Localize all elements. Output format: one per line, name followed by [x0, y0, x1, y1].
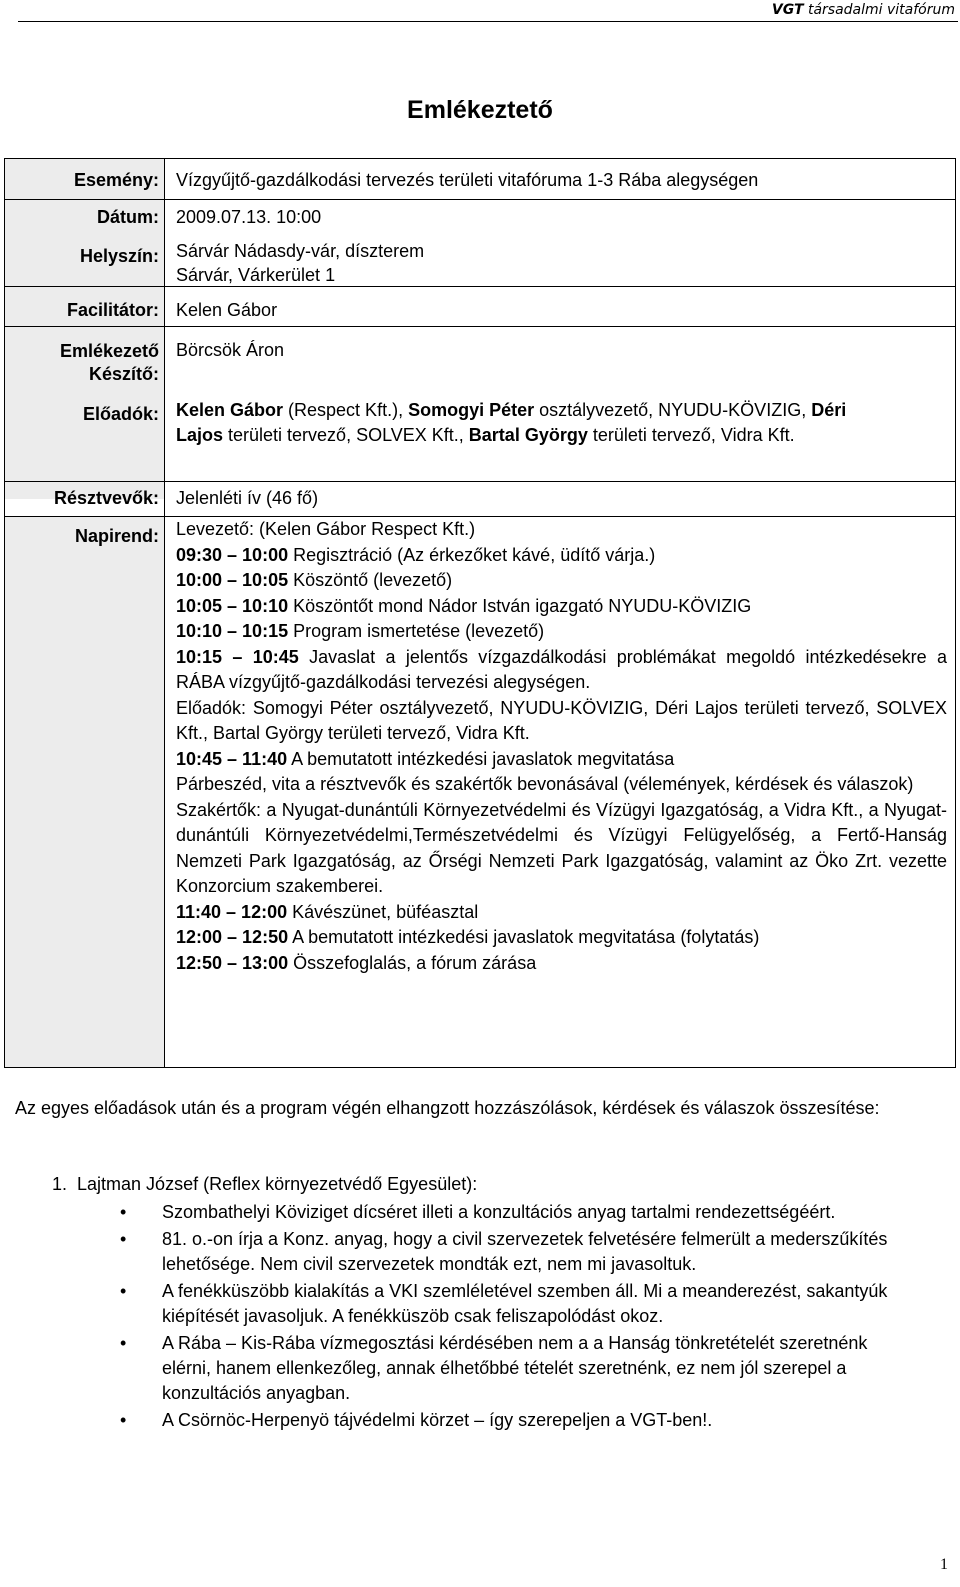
facilitator-value: Kelen Gábor: [176, 300, 278, 320]
agenda-text: Előadók: Somogyi Péter osztályvezető, NYUDU-KÖVIZIG, Déri Lajos területi tervező, SOLVEX Kft., Bartal György területi tervező, Vidra Kft.: [176, 697, 947, 743]
row-divider: [5, 199, 955, 200]
row-divider: [5, 481, 955, 482]
agenda-time: 10:15 – 10:45: [176, 646, 299, 667]
agenda-item: [176, 594, 947, 620]
agenda-time: 12:50 – 13:00: [176, 952, 289, 973]
place-line-2: Sárvár, Várkerület 1: [176, 265, 336, 285]
bullet-text: 81. o.-on írja a Konz. anyag, hogy a civil szervezetek felvetésére felmerült a mederszűkítés lehetősége. Nem civil szervezetek mondták ezt, nem mi javasoltuk.: [162, 1229, 888, 1274]
summary-intro: Az egyes előadások után és a program végén elhangzott hozzászólások, kérdések és válaszok összesítése:: [15, 1098, 880, 1118]
comment-bullet-list: [120, 1200, 900, 1435]
speaker-name: Bartal György: [468, 425, 588, 445]
event-value: Vízgyűjtő-gazdálkodási tervezés területi vitafóruma 1-3 Rába alegységen: [176, 170, 759, 190]
event-label: Esemény:: [73, 170, 159, 190]
agenda-item: [176, 772, 947, 798]
running-header: [18, 0, 958, 22]
agenda-text: Javaslat a jelentős vízgazdálkodási problémákat megoldó intézkedésekre a RÁBA vízgyűjtő-gazdálkodási tervezési alegységen.: [176, 646, 947, 692]
agenda-item: [176, 951, 947, 977]
place-line-1: Sárvár Nádasdy-vár, díszterem: [176, 241, 425, 261]
bullet-text: A fenékküszöbb kialakítás a VKI szemléletével szemben áll. Mi a meanderezést, sakantyúk kiépítését javasoljuk. A fenékküszöb csak feliszapolódást okoz.: [162, 1281, 888, 1326]
column-divider: [164, 159, 165, 1067]
bullet-text: A Rába – Kis-Rába vízmegosztási kérdésében nem a a Hanság tönkretételét szeretnénk elérni, hanem ellenkezőleg, annak élhetőbbé tételét szeretnénk, ez nem jól szerepel a konzultációs anyagban.: [162, 1333, 868, 1403]
bullet-text: Szombathelyi Köviziget dícséret illeti a konzultációs anyag tartalmi rendezettségéért.: [162, 1202, 836, 1222]
info-table: [4, 158, 956, 1068]
comment-bullet: [120, 1331, 900, 1406]
agenda-item: [176, 925, 947, 951]
document-title: Emlékeztető: [407, 96, 553, 124]
bullet-icon: •: [120, 1333, 127, 1353]
date-value: 2009.07.13. 10:00: [176, 207, 322, 227]
agenda-item: [176, 568, 947, 594]
agenda-time: 10:45 – 11:40: [176, 748, 288, 769]
participants-label: Résztvevők:: [53, 488, 159, 508]
agenda-text: Szakértők: a Nyugat-dunántúli Környezetvédelmi és Vízügyi Igazgatóság, a Vidra Kft., a Nyugat-dunántúli Környezetvédelmi,Természetvédelmi és Vízügyi Felügyelőség, a Fertő-Hanság Nemzeti Park Igazgatóság, az Őrségi Nemzeti Park Igazgatóság, valamint az Öko Zrt. vezette Konzorcium szakemberei.: [176, 799, 947, 896]
agenda-time: 12:00 – 12:50: [176, 927, 289, 947]
author-label-line-2: Készítő:: [88, 364, 159, 384]
agenda-text: A bemutatott intézkedési javaslatok megvitatása (folytatás): [288, 927, 760, 947]
row-divider: [5, 326, 955, 327]
speakers-label: Előadók:: [82, 404, 159, 424]
bullet-text: A Csörnöc-Herpenyö tájvédelmi körzet – így szerepeljen a VGT-ben!.: [162, 1410, 713, 1430]
agenda-time: 10:05 – 10:10: [176, 595, 289, 616]
agenda-item: [176, 517, 947, 543]
speaker-name: Déri Lajos: [176, 400, 847, 445]
comment-bullet: [120, 1279, 900, 1329]
date-label: Dátum:: [97, 207, 159, 227]
agenda-time: 11:40 – 12:00: [176, 901, 288, 922]
bullet-icon: •: [120, 1229, 127, 1249]
agenda-text: Összefoglalás, a fórum zárása: [288, 952, 537, 973]
agenda-item: [176, 543, 947, 569]
agenda-item: [176, 619, 947, 645]
comment-bullet: [120, 1408, 900, 1433]
agenda-text: Regisztráció (Az érkezőket kávé, üdítő várja.): [288, 544, 656, 565]
bullet-icon: •: [120, 1281, 127, 1301]
agenda-item: [176, 645, 947, 696]
place-value: [176, 239, 942, 287]
agenda-item: [176, 900, 947, 926]
header-brand: VGT: [771, 2, 804, 18]
agenda-text: A bemutatott intézkedési javaslatok megvitatása: [287, 748, 675, 769]
agenda-text: Levezető: (Kelen Gábor Respect Kft.): [176, 519, 476, 539]
facilitator-label: Facilitátor:: [66, 300, 159, 320]
bullet-icon: •: [120, 1202, 127, 1222]
speaker-name: Kelen Gábor: [176, 400, 284, 420]
speaker-name: Somogyi Péter: [408, 400, 535, 420]
author-value: Börcsök Áron: [176, 340, 285, 360]
label-column-bottom: [5, 516, 164, 1067]
agenda-label: Napirend:: [74, 526, 159, 546]
author-label-line-1: Emlékezető: [59, 341, 159, 361]
header-text: társadalmi vitafórum: [803, 2, 955, 18]
agenda-item: [176, 696, 947, 747]
agenda-time: 09:30 – 10:00: [176, 544, 289, 565]
agenda: [176, 517, 947, 976]
agenda-text: Párbeszéd, vita a résztvevők és szakértők bevonásával (vélemények, kérdések és válaszok): [176, 774, 914, 794]
agenda-time: 10:10 – 10:15: [176, 621, 289, 641]
comment-bullet: [120, 1200, 900, 1225]
page-number: 1: [940, 1556, 948, 1573]
agenda-text: Kávészünet, büféasztal: [287, 901, 479, 922]
bullet-icon: •: [120, 1410, 127, 1430]
agenda-item: [176, 798, 947, 900]
speakers-value: Kelen Gábor (Respect Kft.), Somogyi Péter osztályvezető, NYUDU-KÖVIZIG, Déri Lajos területi tervező, SOLVEX Kft., Bartal György területi tervező, Vidra Kft.: [176, 400, 847, 445]
agenda-text: Köszöntőt mond Nádor István igazgató NYUDU-KÖVIZIG: [288, 595, 752, 616]
participants-value: Jelenléti ív (46 fő): [176, 488, 319, 508]
agenda-text: Program ismertetése (levezető): [288, 621, 545, 641]
agenda-item: [176, 747, 947, 773]
agenda-text: Köszöntő (levezető): [288, 570, 453, 590]
place-label: Helyszín:: [79, 246, 159, 266]
agenda-time: 10:00 – 10:05: [176, 570, 289, 590]
comment-item-1: 1. Lajtman József (Reflex környezetvédő Egyesület):: [52, 1174, 478, 1194]
comment-bullet: [120, 1227, 900, 1277]
author-label: [60, 340, 159, 386]
